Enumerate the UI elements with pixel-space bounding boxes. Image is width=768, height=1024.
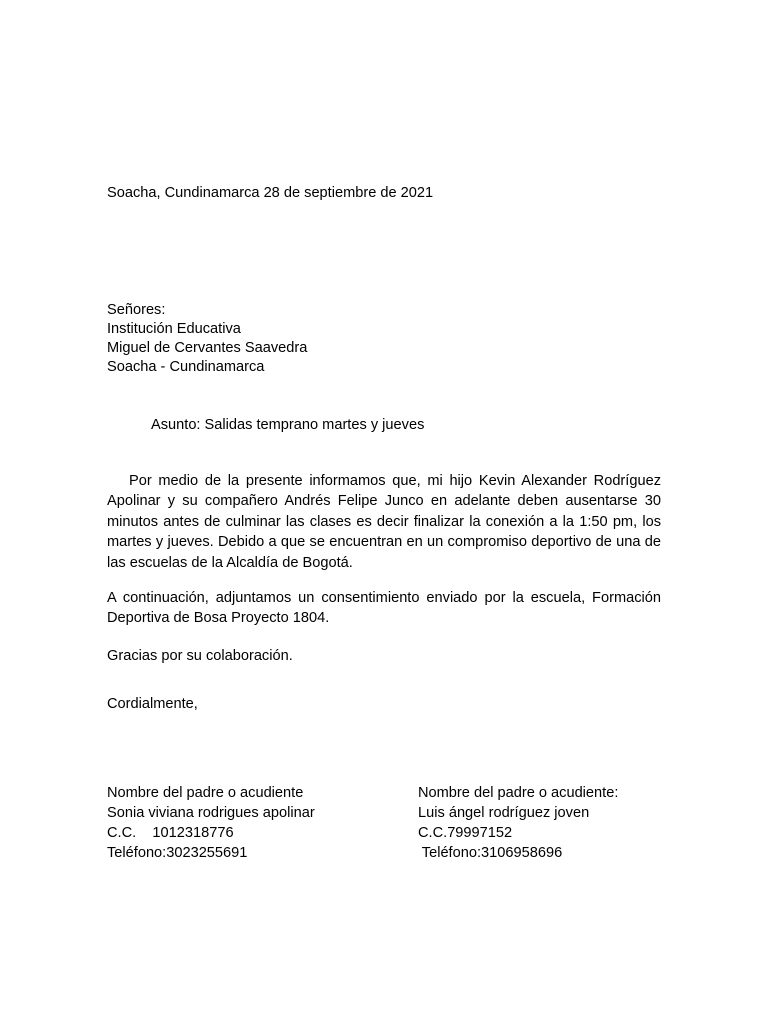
signature-name: Sonia viviana rodrigues apolinar: [107, 805, 315, 821]
recipient-line-school-name: Miguel de Cervantes Saavedra: [107, 340, 308, 356]
signature-block-right: [418, 783, 618, 863]
body-paragraph-3: Gracias por su colaboración.: [107, 648, 293, 664]
date-line: Soacha, Cundinamarca 28 de septiembre de 2021: [107, 185, 434, 201]
signature-phone: Teléfono:3106958696: [418, 845, 563, 861]
signature-id: C.C.79997152: [418, 825, 513, 841]
body-paragraph-2: A continuación, adjuntamos un consentimiento enviado por la escuela, Formación Deportiva de Bosa Proyecto 1804.: [107, 590, 661, 627]
recipient-line-institution: Institución Educativa: [107, 321, 241, 337]
closing-line: Cordialmente,: [107, 696, 198, 712]
signature-name: Luis ángel rodríguez joven: [418, 805, 590, 821]
signature-id: C.C. 1012318776: [107, 825, 234, 841]
subject-line: Asunto: Salidas temprano martes y jueves: [151, 417, 425, 433]
recipient-salutation: Señores:: [107, 302, 166, 318]
signature-block-left: [107, 783, 315, 863]
signature-role: Nombre del padre o acudiente: [107, 785, 304, 801]
recipient-line-city: Soacha - Cundinamarca: [107, 359, 265, 375]
body-paragraph-1: Por medio de la presente informamos que, mi hijo Kevin Alexander Rodríguez Apolinar y su compañero Andrés Felipe Junco en adelante deben ausentarse 30 minutos antes de culminar las clases es decir finalizar la conexión a la 1:50 pm, los martes y jueves. Debido a que se encuentran en un compromiso deportivo de una de las escuelas de la Alcaldía de Bogotá.: [107, 473, 661, 571]
signature-role: Nombre del padre o acudiente:: [418, 785, 619, 801]
signature-phone: Teléfono:3023255691: [107, 845, 248, 861]
